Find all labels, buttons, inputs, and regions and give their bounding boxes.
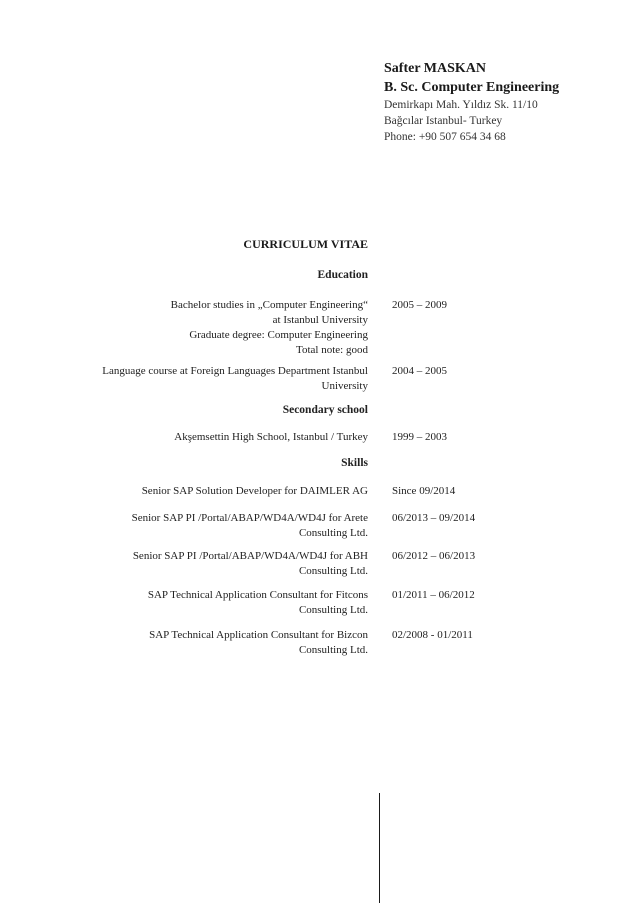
contact-header (384, 59, 624, 145)
secondary-school-entry: Akşemsettin High School, Istanbul / Turkey (174, 431, 368, 443)
skill-entry-line: SAP Technical Application Consultant for Fitcons (147, 589, 368, 601)
skills-heading: Skills (341, 457, 368, 469)
candidate-degree: B. Sc. Computer Engineering (384, 80, 560, 95)
education-entry-line: Language course at Foreign Languages Department Istanbul (102, 365, 368, 377)
skill-entry-line: Senior SAP Solution Developer for DAIMLER AG (141, 485, 368, 497)
skill-entry (88, 484, 368, 499)
skill-date: 06/2012 – 06/2013 (392, 550, 476, 562)
document-title: CURRICULUM VITAE (243, 237, 368, 251)
education-entry-line: University (321, 380, 368, 392)
skill-entry-line: Senior SAP PI /Portal/ABAP/WD4A/WD4J for ABH (132, 550, 368, 562)
secondary-school-date: 1999 – 2003 (392, 431, 447, 443)
secondary-school-heading: Secondary school (282, 404, 368, 416)
skill-entry-line: Senior SAP PI /Portal/ABAP/WD4A/WD4J for Arete (131, 512, 368, 524)
address-line-1: Demirkapı Mah. Yıldız Sk. 11/10 (384, 99, 538, 111)
skill-date: Since 09/2014 (392, 485, 456, 497)
education-entry-line: Bachelor studies in „Computer Engineering“ (170, 299, 368, 311)
skill-entry-line: Consulting Ltd. (298, 604, 368, 616)
education-entry-line: Total note: good (296, 344, 368, 356)
skill-entry (88, 628, 368, 658)
address-line-2: Bağcılar Istanbul- Turkey (384, 115, 503, 127)
skill-entry-line: Consulting Ltd. (298, 565, 368, 577)
skill-entry (88, 549, 368, 579)
skill-date: 02/2008 - 01/2011 (392, 629, 473, 641)
skill-entry-line: SAP Technical Application Consultant for Bizcon (149, 629, 368, 641)
education-entry-bachelor (88, 298, 368, 358)
skill-entry (88, 511, 368, 541)
phone-number: Phone: +90 507 654 34 68 (384, 131, 506, 143)
education-date-bachelor: 2005 – 2009 (392, 299, 447, 311)
education-entry-language (88, 364, 368, 394)
candidate-name: Safter MASKAN (384, 61, 487, 76)
education-entry-line: Graduate degree: Computer Engineering (189, 329, 368, 341)
skill-entry (88, 588, 368, 618)
education-date-language: 2004 – 2005 (392, 365, 447, 377)
education-entry-line: at Istanbul University (272, 314, 368, 326)
skill-entry-line: Consulting Ltd. (298, 527, 368, 539)
skill-entry-line: Consulting Ltd. (298, 644, 368, 656)
skill-date: 01/2011 – 06/2012 (392, 589, 475, 601)
column-divider-line (379, 793, 380, 903)
education-heading: Education (317, 269, 368, 281)
skill-date: 06/2013 – 09/2014 (392, 512, 476, 524)
